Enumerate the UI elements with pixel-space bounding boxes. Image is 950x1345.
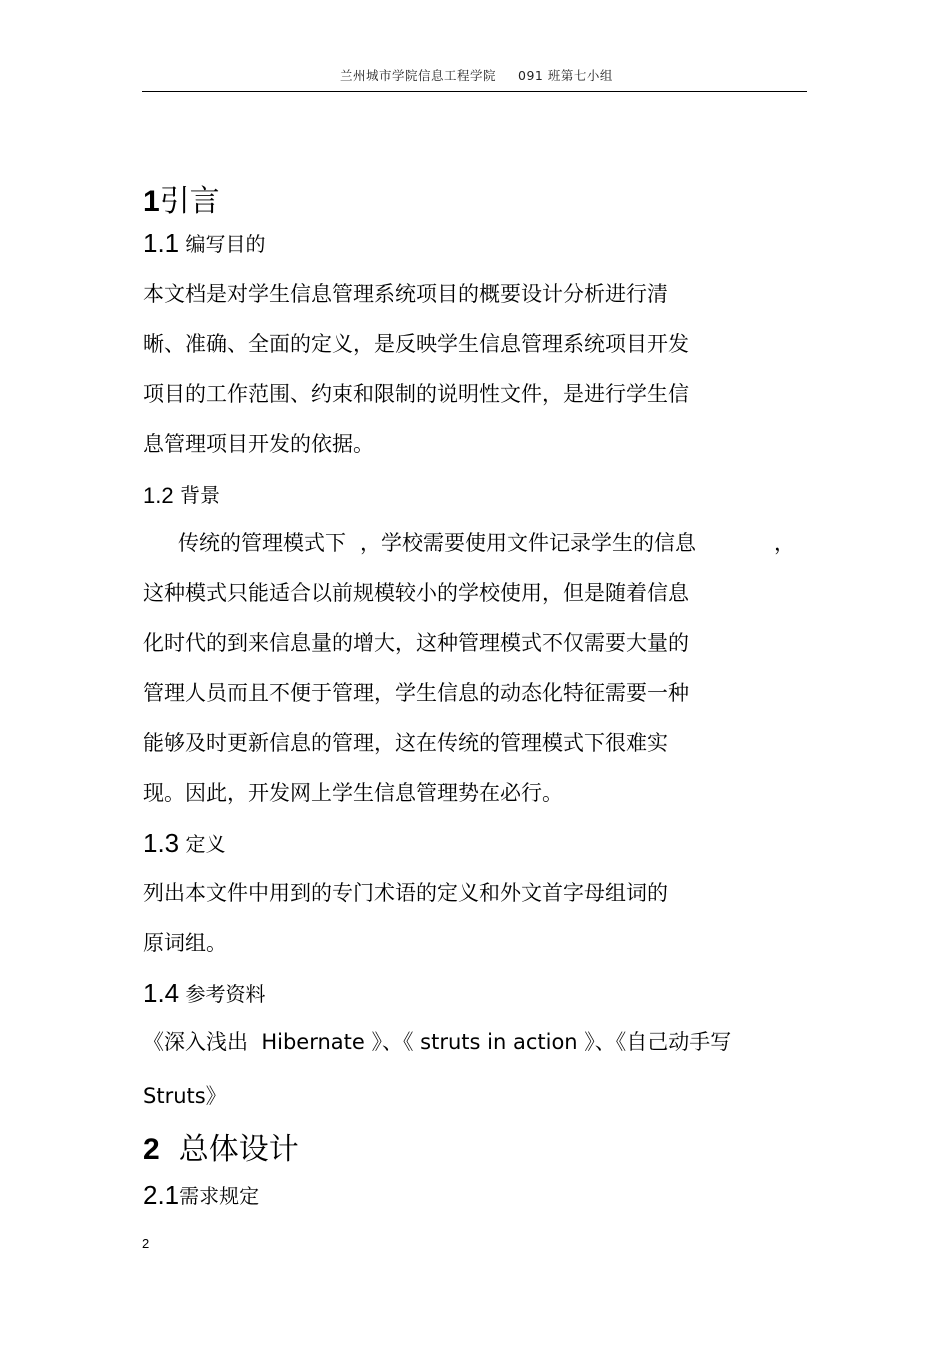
running-header bbox=[340, 66, 613, 84]
section-1-2-heading: 1.2 背景 bbox=[143, 483, 220, 508]
paragraph-line-tail: ， bbox=[774, 531, 795, 555]
paragraph-line: 项目的工作范围、约束和限制的说明性文件，是进行学生信 bbox=[143, 382, 689, 406]
paragraph-line: 原词组。 bbox=[143, 931, 227, 955]
section-2-heading: 2 总体设计 bbox=[143, 1132, 299, 1167]
paragraph-line: 管理人员而且不便于管理，学生信息的动态化特征需要一种 bbox=[143, 681, 689, 705]
paragraph-line: 现。因此，开发网上学生信息管理势在必行。 bbox=[143, 781, 563, 805]
section-1-1-heading: 1.1 编写目的 bbox=[143, 228, 266, 258]
section-1-4-heading: 1.4 参考资料 bbox=[143, 978, 266, 1008]
paragraph-line: 传统的管理模式下 ，学校需要使用文件记录学生的信息 bbox=[178, 531, 696, 555]
page-number: 2 bbox=[142, 1236, 150, 1251]
paragraph-line: 能够及时更新信息的管理，这在传统的管理模式下很难实 bbox=[143, 731, 668, 755]
header-group: 091 班第七小组 bbox=[518, 68, 613, 83]
section-1-heading: 1引言 bbox=[143, 184, 220, 219]
paragraph-line: 化时代的到来信息量的增大，这种管理模式不仅需要大量的 bbox=[143, 631, 689, 655]
section-1-3-heading: 1.3 定义 bbox=[143, 828, 226, 858]
references-line: 《深入浅出 Hibernate 》、《 struts in action 》、《自己动手写 bbox=[143, 1030, 732, 1054]
references-line: Struts》 bbox=[143, 1084, 227, 1108]
paragraph-line: 这种模式只能适合以前规模较小的学校使用，但是随着信息 bbox=[143, 581, 689, 605]
paragraph-line: 列出本文件中用到的专门术语的定义和外文首字母组词的 bbox=[143, 881, 668, 905]
paragraph-line: 晰、准确、全面的定义，是反映学生信息管理系统项目开发 bbox=[143, 332, 689, 356]
section-2-1-heading: 2.1需求规定 bbox=[143, 1180, 260, 1210]
header-rule bbox=[142, 91, 807, 92]
header-school: 兰州城市学院信息工程学院 bbox=[340, 68, 497, 83]
paragraph-line: 本文档是对学生信息管理系统项目的概要设计分析进行清 bbox=[143, 282, 668, 306]
paragraph-line: 息管理项目开发的依据。 bbox=[143, 432, 374, 456]
